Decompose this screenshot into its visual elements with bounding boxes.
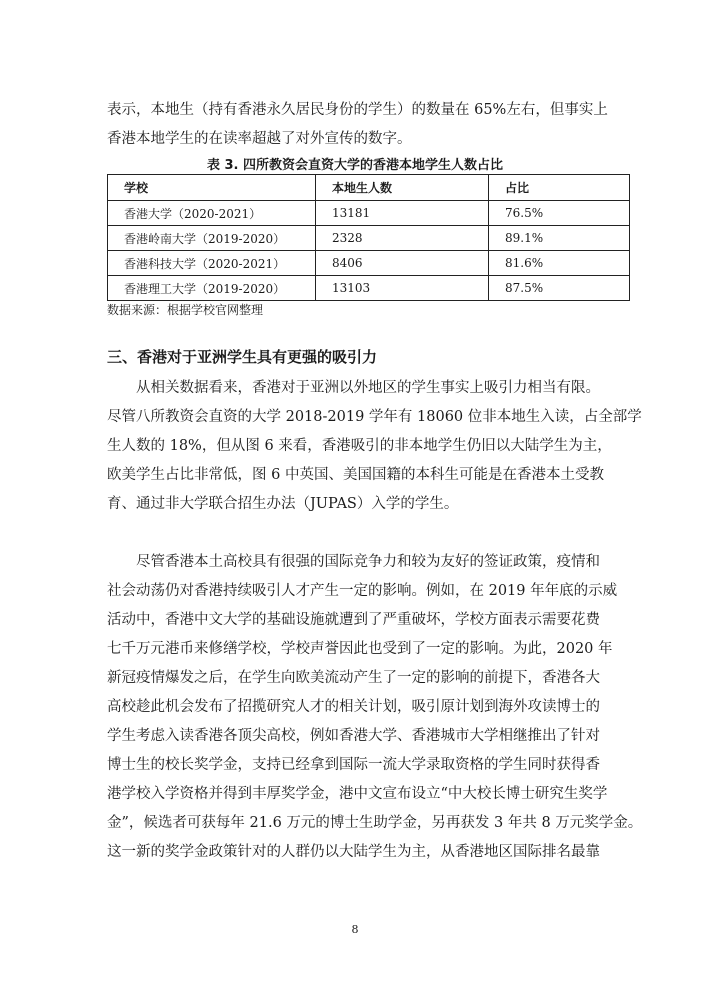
paragraph-line: 新冠疫情爆发之后，在学生向欧美流动产生了一定的影响的前提下，香港各大 — [107, 670, 600, 686]
table-row — [108, 276, 630, 301]
cell-school: 香港岭南大学（2019-2020） — [108, 226, 316, 251]
paragraph-line: 博士生的校长奖学金，支持已经拿到国际一流大学录取资格的学生同时获得香 — [107, 757, 600, 773]
paragraph-line: 育、通过非大学联合招生办法（JUPAS）入学的学生。 — [107, 496, 459, 512]
paragraph-line: 学生考虑入读香港各顶尖高校，例如香港大学、香港城市大学相继推出了针对 — [107, 728, 600, 744]
cell-ratio: 81.6% — [489, 251, 630, 276]
paragraph-line: 生人数的 18%，但从图 6 来看，香港吸引的非本地学生仍旧以大陆学生为主， — [107, 438, 612, 454]
cell-local-count: 2328 — [316, 226, 489, 251]
header-ratio: 占比 — [489, 175, 630, 201]
cell-school: 香港大学（2020-2021） — [108, 201, 316, 226]
table-caption: 表 3. 四所教资会直资大学的香港本地学生人数占比 — [206, 158, 504, 173]
table-header-row — [108, 175, 630, 201]
cell-local-count: 13103 — [316, 276, 489, 301]
paragraph-line: 欧美学生占比非常低，图 6 中英国、美国国籍的本科生可能是在香港本土受教 — [107, 467, 604, 483]
paragraph-line: 尽管香港本土高校具有很强的国际竞争力和较为友好的签证政策，疫情和 — [136, 554, 600, 570]
cell-local-count: 13181 — [316, 201, 489, 226]
paragraph-line: 高校趁此机会发布了招揽研究人才的相关计划，吸引原计划到海外攻读博士的 — [107, 699, 600, 715]
intro-paragraph — [107, 96, 607, 154]
cell-school: 香港理工大学（2019-2020） — [108, 276, 316, 301]
page-number: 8 — [351, 923, 359, 936]
cell-school: 香港科技大学（2020-2021） — [108, 251, 316, 276]
table-row — [108, 251, 630, 276]
paragraph-line: 尽管八所教资会直资的大学 2018-2019 学年有 18060 位非本地生入读，占全部学 — [107, 409, 642, 425]
cell-local-count: 8406 — [316, 251, 489, 276]
header-school: 学校 — [108, 175, 316, 201]
paragraph-line: 这一新的奖学金政策针对的人群仍以大陆学生为主，从香港地区国际排名最靠 — [107, 844, 600, 860]
header-local-count: 本地生人数 — [316, 175, 489, 201]
cell-ratio: 89.1% — [489, 226, 630, 251]
cell-ratio: 87.5% — [489, 276, 630, 301]
table-row — [108, 226, 630, 251]
paragraph-line: 从相关数据看来，香港对于亚洲以外地区的学生事实上吸引力相当有限。 — [136, 380, 600, 396]
local-students-table — [107, 174, 630, 301]
section-heading: 三、香港对于亚洲学生具有更强的吸引力 — [107, 348, 378, 366]
paragraph-line: 金”，候选者可获每年 21.6 万元的博士生助学金，另再获发 3 年共 8 万元奖学金。 — [107, 815, 643, 831]
paragraph-2 — [107, 548, 643, 867]
cell-ratio: 76.5% — [489, 201, 630, 226]
paragraph-line: 活动中，香港中文大学的基础设施就遭到了严重破坏，学校方面表示需要花费 — [107, 612, 600, 628]
paragraph-line: 港学校入学资格并得到丰厚奖学金，港中文宣布设立“中大校长博士研究生奖学 — [107, 786, 608, 802]
intro-line: 香港本地学生的在读率超越了对外宣传的数字。 — [107, 131, 412, 147]
paragraph-line: 七千万元港币来修缮学校，学校声誉因此也受到了一定的影响。为此，2020 年 — [107, 641, 613, 657]
table-row — [108, 201, 630, 226]
table-source-note: 数据来源：根据学校官网整理 — [107, 303, 264, 317]
paragraph-1 — [107, 374, 642, 519]
intro-line: 表示，本地生（持有香港永久居民身份的学生）的数量在 65%左右，但事实上 — [107, 102, 608, 118]
paragraph-line: 社会动荡仍对香港持续吸引人才产生一定的影响。例如，在 2019 年年底的示威 — [107, 583, 618, 599]
